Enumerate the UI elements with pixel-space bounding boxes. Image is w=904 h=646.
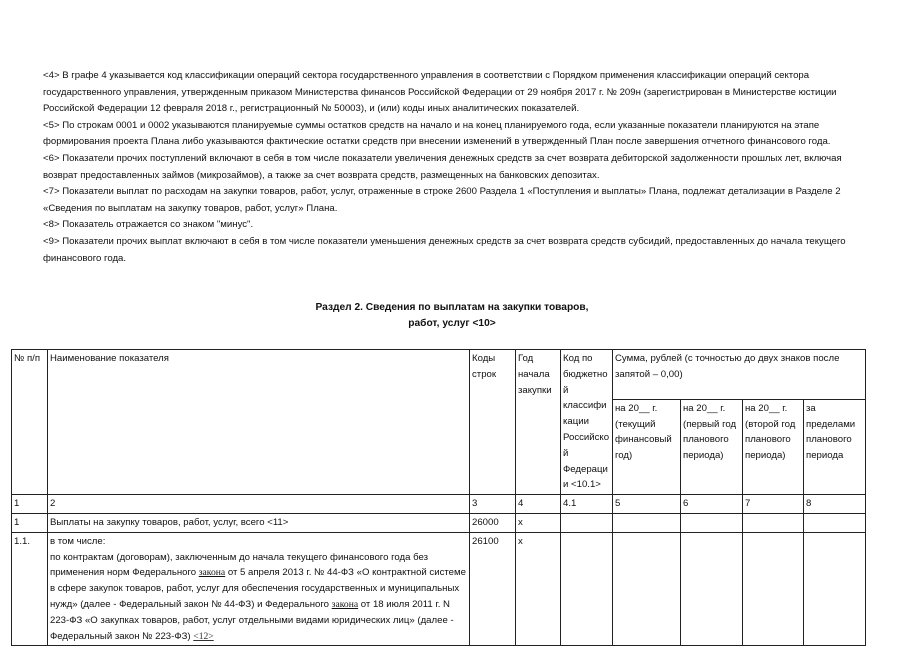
- footnotes-block: [43, 68, 865, 267]
- footnote-4: <4> В графе 4 указывается код классификации операций сектора государственного управления в соответствии с Порядком применения классификации операций сектора государственного управления, утвержденным приказом Министерства финансов Российской Федерации от 29 ноября 2017 г. № 209н (зарегистрирован в Министерстве юстиции Российской Федерации 12 февраля 2018 г., регистрационный № 50003), и (или) коды иных аналитических показателей.: [43, 70, 837, 115]
- empty-cell: [561, 513, 613, 532]
- row-num: 1.1.: [12, 532, 48, 646]
- row-name-text: от 5 апреля 2013 г. № 44-ФЗ «О контрактной системе в сфере закупок товаров, работ, услуг для обеспечения государственных и муниципальных нужд» (далее - Федеральный закон № 44-ФЗ) и Федерального: [50, 567, 466, 610]
- empty-cell: [561, 532, 613, 646]
- empty-cell: [613, 513, 681, 532]
- row-name-text: от 18 июля 2011 г. N 223-ФЗ «О закупках товаров, работ, услуг отдельными видами юридических лиц» (далее - Федеральный закон № 223-ФЗ): [50, 598, 454, 642]
- row-name: Выплаты на закупку товаров, работ, услуг, всего <11>: [48, 513, 470, 532]
- header-sum-current: на 20__ г. (текущий финансовый год): [613, 399, 681, 494]
- empty-cell: [743, 513, 804, 532]
- row-num: 1: [12, 513, 48, 532]
- header-sum-second: на 20__ г. (второй год планового периода): [743, 399, 804, 494]
- row-name-text: по контрактам (договорам), заключенным до начала текущего финансового года без применения норм Федерального: [50, 551, 429, 579]
- header-sum-group: Сумма, рублей (с точностью до двух знаков после запятой – 0,00): [613, 350, 866, 400]
- empty-cell: [743, 532, 804, 646]
- footnote-link[interactable]: <12>: [193, 630, 214, 642]
- section-title-line-1: Раздел 2. Сведения по выплатам на закупки товаров,: [315, 302, 589, 313]
- law-link[interactable]: закона: [331, 598, 359, 610]
- col-number: 4: [516, 495, 561, 514]
- footnote-6: <6> Показатели прочих поступлений включают в себя в том числе показатели увеличения денежных средств за счет возврата дебиторской задолженности прошлых лет, включая возврат предоставленных займов (микрозаймов), а также за счет возврата средств, размещенных на банковских депозитах.: [43, 152, 842, 181]
- col-number: 4.1: [561, 495, 613, 514]
- header-codes: Коды строк: [470, 350, 516, 495]
- col-number: 8: [804, 495, 866, 514]
- empty-cell: [804, 532, 866, 646]
- empty-cell: [681, 532, 743, 646]
- footnote-9: <9> Показатели прочих выплат включают в себя в том числе показатели уменьшения денежных средств за счет возврата средств субсидий, предоставленных до начала текущего финансового года.: [43, 235, 846, 264]
- row-code: 26000: [470, 513, 516, 532]
- table-row: [12, 513, 866, 532]
- column-numbers-row: [12, 495, 866, 514]
- col-number: 6: [681, 495, 743, 514]
- empty-cell: [804, 513, 866, 532]
- row-year: x: [516, 513, 561, 532]
- col-number: 3: [470, 495, 516, 514]
- footnote-5: <5> По строкам 0001 и 0002 указываются планируемые суммы остатков средств на начало и на конец планируемого года, если указанные показатели планируются на этапе формирования проекта Плана либо указываются фактические остатки средств при внесении изменений в утвержденный План после завершения отчетного финансового года.: [43, 119, 831, 148]
- row-year: x: [516, 532, 561, 646]
- footnote-8: <8> Показатель отражается со знаком "минус".: [43, 219, 254, 231]
- footnote-7: <7> Показатели выплат по расходам на закупки товаров, работ, услуг, отраженные в строке 2600 Раздела 1 «Поступления и выплаты» Плана, подлежат детализации в Разделе 2 «Сведения по выплатам на закупку товаров, работ, услуг» Плана.: [43, 186, 841, 214]
- empty-cell: [613, 532, 681, 646]
- col-number: 1: [12, 495, 48, 514]
- header-num: № п/п: [12, 350, 48, 495]
- row-code: 26100: [470, 532, 516, 646]
- row-name: [48, 532, 470, 646]
- payments-table: [11, 349, 866, 646]
- row-name-intro: в том числе:: [50, 535, 106, 547]
- header-budget-code: Код по бюджетной классификации Российской Федерации <10.1>: [561, 350, 613, 495]
- header-name: Наименование показателя: [48, 350, 470, 495]
- section-title: [0, 300, 904, 332]
- header-sum-first: на 20__ г. (первый год планового периода): [681, 399, 743, 494]
- header-sum-beyond: за пределами планового периода: [804, 399, 866, 494]
- col-number: 7: [743, 495, 804, 514]
- col-number: 5: [613, 495, 681, 514]
- header-year: Год начала закупки: [516, 350, 561, 495]
- table-row: [12, 532, 866, 646]
- empty-cell: [681, 513, 743, 532]
- section-title-line-2: работ, услуг <10>: [408, 318, 496, 329]
- law-link[interactable]: закона: [198, 567, 226, 579]
- header-row-1: [12, 350, 866, 400]
- col-number: 2: [48, 495, 470, 514]
